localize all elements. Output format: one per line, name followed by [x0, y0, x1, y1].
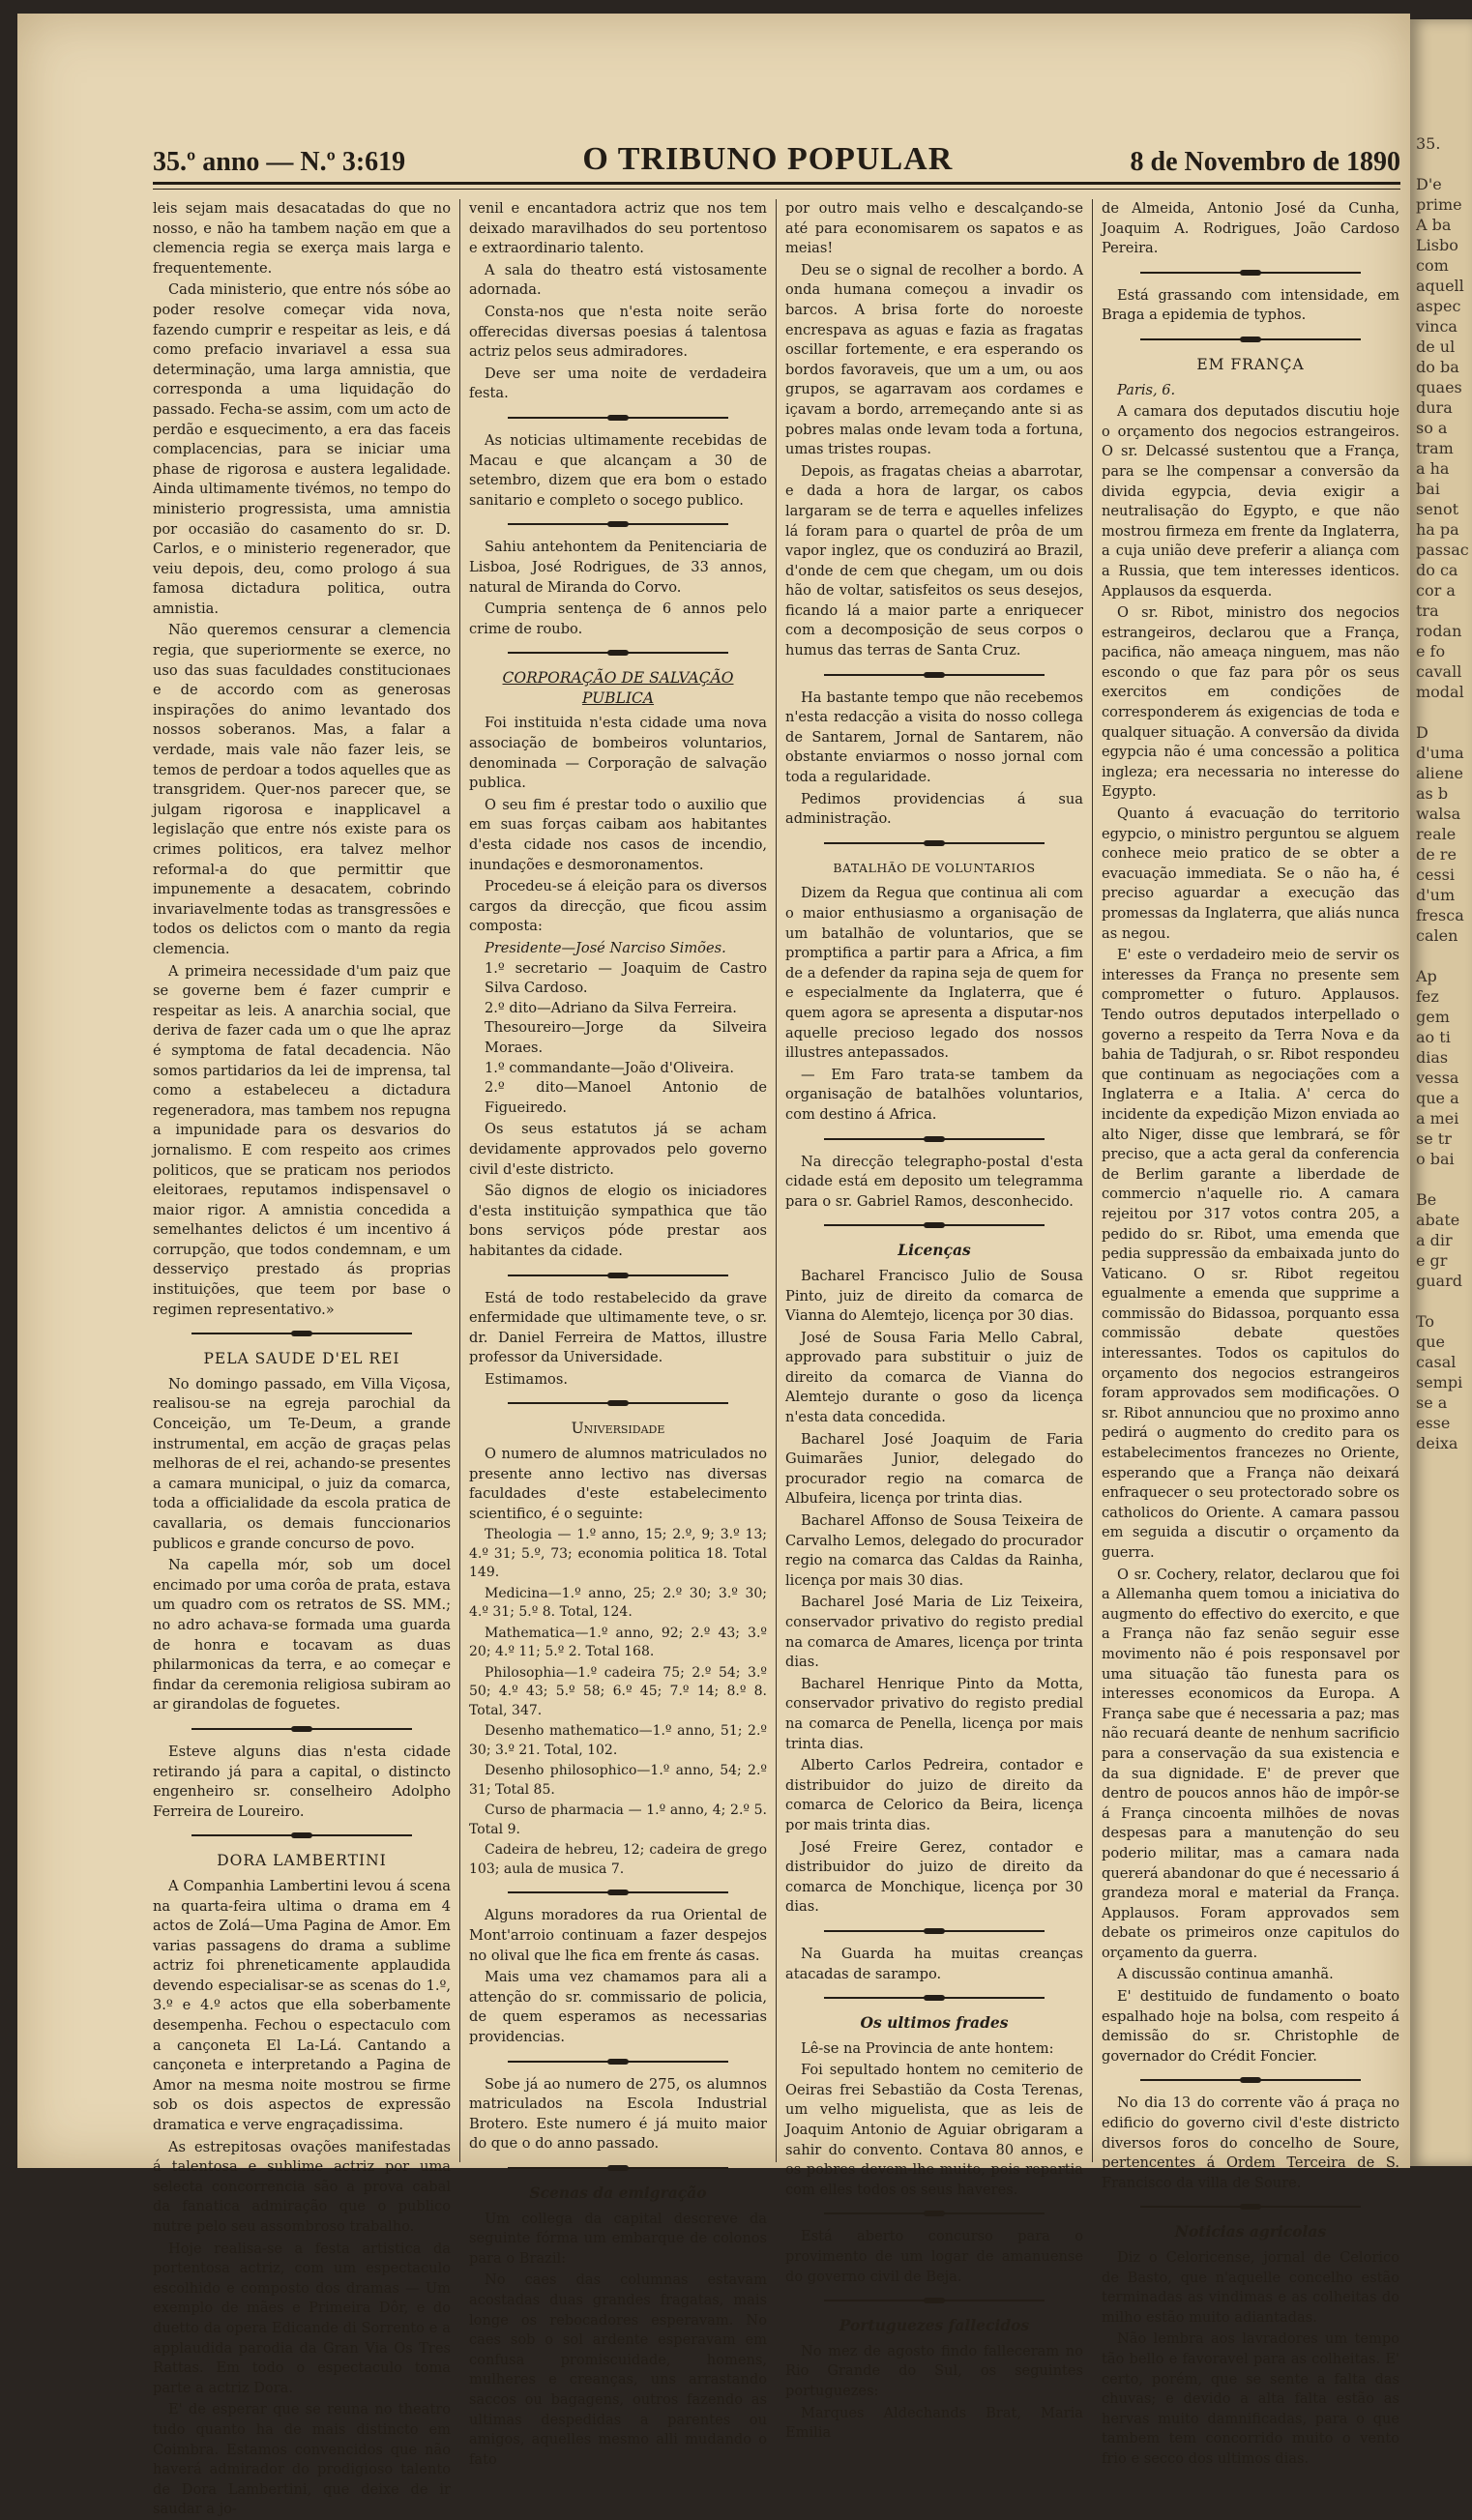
edge-fragment: [1410, 1474, 1472, 1494]
issue-date: 8 de Novembro de 1890: [1130, 147, 1400, 177]
edge-fragment: Be: [1416, 1190, 1437, 1209]
newspaper-title: O TRIBUNO POPULAR: [582, 141, 954, 177]
edge-fragment: reale: [1416, 825, 1457, 843]
section-heading: Os ultimos frades: [860, 2013, 1009, 2033]
article-paragraph: Está aberto concurso para o provimento de um logar de amanuense do governo civil de Beja.: [785, 2228, 1083, 2285]
article-paragraph: No mez de agosto findo falleceram no Rio Grande do Sul, os seguintes portuguezes:: [785, 2342, 1083, 2399]
article-paragraph: por outro mais velho e descalçando-se até para economisarem os sapatos e as meias!: [785, 200, 1083, 257]
separator: [824, 1992, 1045, 2004]
separator: [508, 1887, 728, 1898]
edge-fragment: abate: [1416, 1211, 1460, 1229]
article-paragraph: Marques Aldechands Brat, Maria Emilia: [785, 2404, 1083, 2442]
article-paragraph: Bacharel José Joaquim de Faria Guimarães Junior, delegado do procurador regio na comarca de Albufeira, licença por trinta dias.: [785, 1430, 1083, 1508]
adjacent-page-edge: [1410, 19, 1472, 2166]
edge-fragment: sempi: [1416, 1373, 1463, 1392]
article-paragraph: Na direcção telegrapho-postal d'esta cidade está em deposito um telegramma para o sr. Gabriel Ramos, desconhecido.: [785, 1153, 1083, 1210]
masthead-rule: [153, 182, 1400, 190]
article-paragraph: No dia 13 do corrente vão á praça no edificio do governo civil d'este districto diversos foros do concelho de Soure, pertencentes á Ordem Terceira de S. Francisco da villa de Soure.: [1102, 2095, 1399, 2191]
list-item: 1.º commandante—João d'Oliveira.: [485, 1059, 734, 1076]
edge-fragment: se tr: [1416, 1129, 1452, 1148]
section-heading: Licenças: [898, 1241, 971, 1260]
edge-fragment: To: [1416, 1312, 1435, 1331]
edge-fragment: ha pa: [1416, 520, 1459, 539]
edge-fragment: rodan: [1416, 622, 1462, 640]
enrolment-line: Medicina—1.º anno, 25; 2.º 30; 3.º 30; 4.º 31; 5.º 8. Total, 124.: [469, 1585, 767, 1621]
edge-fragment: que: [1416, 1333, 1446, 1351]
masthead: [153, 128, 1400, 178]
edge-fragment: [1410, 1453, 1472, 1474]
edge-fragment: gem: [1416, 1008, 1450, 1026]
list-item: Presidente—José Narciso Simões.: [485, 940, 726, 956]
edge-fragment: A ba: [1416, 216, 1452, 234]
edge-fragment: ao ti: [1416, 1028, 1451, 1046]
article-paragraph: Pedimos providencias á sua administração.: [785, 790, 1083, 828]
edge-fragment: cessi: [1416, 865, 1455, 884]
separator: [191, 1830, 412, 1841]
edge-fragment: a dir: [1416, 1231, 1453, 1249]
edge-fragment: a mei: [1416, 1109, 1459, 1128]
article-paragraph: Mais uma vez chamamos para ali a attenção do sr. commissario de policia, de quem esperamos as necessarias providencias.: [469, 1969, 767, 2045]
article-paragraph: Bacharel Affonso de Sousa Teixeira de Carvalho Lemos, delegado do procurador regio na comarca das Caldas da Rainha, licença por mais 30 dias.: [785, 1512, 1083, 1589]
separator: [508, 1270, 728, 1281]
article-paragraph: venil e encantadora actriz que nos tem deixado maravilhados do seu portentoso e extraordinario talento.: [469, 200, 767, 257]
edge-fragment: fresca: [1416, 906, 1464, 924]
edge-fragment: as b: [1416, 784, 1449, 803]
edge-fragment: guard: [1416, 1272, 1462, 1290]
article-paragraph: Bacharel José Maria de Liz Teixeira, conservador privativo do registo predial na comarca de Amares, licença por trinta dias.: [785, 1594, 1083, 1671]
article-paragraph: Deu se o signal de recolher a bordo. A onda humana começou a invadir os barcos. A brisa forte do noroeste encrespava as aguas e fazia as fragatas oscillar fortemente, e era esperando os bordos favoraveis, que um a um, ou aos grupos, se agarravam aos cordames e içavam a bordo, arremeçando ante si as pobres malas onde levam toda a fortuna, umas tristes roupas.: [785, 261, 1083, 458]
article-paragraph: Sahiu antehontem da Penitenciaria de Lisboa, José Rodrigues, de 33 annos, natural de Miranda do Corvo.: [469, 539, 767, 596]
edge-fragment: senot: [1416, 500, 1459, 518]
edge-fragment: cor a: [1416, 581, 1456, 600]
edge-fragment: [1410, 1169, 1472, 1189]
enrolment-line: Theologia — 1.º anno, 15; 2.º, 9; 3.º 13; 4.º 31; 5.º, 73; economia politica 18. Total 149.: [469, 1527, 767, 1581]
article-paragraph: Os seus estatutos já se acham devidamente approvados pelo governo civil d'este districto.: [469, 1121, 767, 1178]
list-item: 1.º secretario — Joaquim de Castro Silva Cardoso.: [485, 959, 767, 997]
edge-fragment: fez: [1416, 987, 1439, 1006]
edge-fragment: de re: [1416, 845, 1457, 864]
article-paragraph: Ha bastante tempo que não recebemos n'esta redacção a visita do nosso collega de Santarem, Jornal de Santarem, não obstante enviarmos o nosso jornal com toda a regularidade.: [785, 689, 1083, 786]
article-paragraph: A primeira necessidade d'um paiz que se governe bem é fazer cumprir e respeitar as leis. A anarchia social, que deriva de fazer cada um o que lhe apraz é symptoma de fatal decadencia. Não somos partidarios da lei de imprensa, tal como a estabeleceu a dictadura regeneradora, mas tambem nos repugna a impunidade para os desvarios do jornalismo. E com respeito aos crimes politicos, que se praticam nos periodos eleitoraes, reputamos indispensavel o maior rigor. A amnistia concedida a semelhantes delictos é um incentivo á corrupção, que todos condemnam, e um desserviço prestado ás proprias instituições, que teem por base o regimen representativo.»: [153, 962, 451, 1318]
edge-fragment: [1410, 702, 1472, 722]
section-heading: Noticias agricolas: [1174, 2222, 1327, 2242]
article-paragraph: E' destituido de fundamento o boato espalhado hoje na bolsa, com respeito á demissão do sr. Christophle de governador do Crédit Foncier.: [1102, 1988, 1399, 2065]
edge-fragment: o bai: [1416, 1150, 1455, 1168]
edge-fragment: se a: [1416, 1393, 1448, 1412]
edge-fragment: prime: [1416, 195, 1462, 214]
article-paragraph: — Em Faro trata-se tambem da organisação de batalhões voluntarios, com destino á Africa.: [785, 1066, 1083, 1123]
article-paragraph: Procedeu-se á eleição para os diversos cargos da direcção, que ficou assim composta:: [469, 878, 767, 935]
article-paragraph: No caes das columnas estavam acostadas duas grandes fragatas, mais longe os rebocadores esperavam. No caes sob o sol ardente esperavam em confusa promiscuidade, homens, mulheres e creanças, uns arrastando saccos ou bagagens, outros fazendo as ultimas despedidas a parentes ou amigos, aquelles mesmo alli mudando o fato: [469, 2271, 767, 2468]
section-heading: DORA LAMBERTINI: [217, 1852, 387, 1870]
article-paragraph: Diz o Celoricense, jornal de Celorico de Basto, que n'aquelle concelho estão terminadas as vindimas e as colheitas do milho estão muito adiantadas.: [1102, 2249, 1399, 2326]
article-paragraph: Alguns moradores da rua Oriental de Mont'arroio continuam a fazer despejos no olival que lhe fica em frente ás casas.: [469, 1907, 767, 1964]
column-divider: [1092, 199, 1093, 2162]
edge-fragment: de ul: [1416, 337, 1456, 356]
edge-fragment: D'e: [1416, 175, 1442, 193]
article-paragraph: Bacharel Francisco Julio de Sousa Pinto, juiz de direito da comarca de Vianna do Alemtejo, licença por 30 dias.: [785, 1267, 1083, 1325]
edge-fragment: [1410, 154, 1472, 174]
separator: [824, 837, 1045, 849]
edge-fragment: deixa: [1416, 1434, 1458, 1452]
article-paragraph: Quanto á evacuação do territorio egypcio, o ministro perguntou se alguem conhece meio pratico de se obter a evacuação immediata. Se o não ha, é preciso aguardar a execução das promessas da Inglaterra, que aliás nunca as negou.: [1102, 806, 1399, 942]
edge-fragment: que a: [1416, 1089, 1459, 1107]
separator: [824, 669, 1045, 681]
list-item: 2.º dito—Adriano da Silva Ferreira.: [485, 999, 737, 1016]
article-paragraph: Não queremos censurar a clemencia regia, que superiormente se exerce, no uso das suas faculdades constitucionaes e de accordo com as generosas inspirações do animo levantado dos nossos soberanos. Mas, a falar a verdade, mais vale não fazer leis, se temos de perdoar a todos aquelles que as transgridem. Quer-nos parecer que, se julgam rigorosa e inapplicavel a legislação que entre nós existe para os crimes politicos, era talvez melhor reformal-a do que permittir que impunemente a desacatem, cobrindo invariavelmente todas as transgressões e todos os delictos com o manto da regia clemencia.: [153, 622, 451, 957]
article-paragraph: Sobe já ao numero de 275, os alumnos matriculados na Escola Industrial Brotero. Este numero é já muito maior do que o do anno passado.: [469, 2075, 767, 2153]
edge-fragment: bai: [1416, 480, 1440, 498]
separator: [508, 412, 728, 424]
section-heading: Universidade: [571, 1420, 665, 1438]
article-paragraph: O numero de alumnos matriculados no presente anno lectivo nas diversas faculdades d'este estabelecimento scientifico, é o seguinte:: [469, 1446, 767, 1522]
edge-fragment: do ba: [1416, 358, 1459, 376]
separator: [1140, 2074, 1361, 2086]
edge-fragment: e gr: [1416, 1251, 1448, 1270]
issue-number: 35.º anno — N.º 3:619: [153, 147, 406, 177]
edge-fragment: tram: [1416, 439, 1454, 457]
enrolment-line: Mathematica—1.º anno, 92; 2.º 43; 3.º 20; 4.º 11; 5.º 2. Total 168.: [469, 1625, 767, 1660]
separator: [824, 1925, 1045, 1937]
article-paragraph: Um collega da capital descreve da seguinte fórma um embarque de colonos para o Brazil:: [469, 2210, 767, 2267]
dateline: Paris, 6.: [1117, 381, 1176, 398]
column-divider: [459, 199, 460, 2162]
edge-fragment: a ha: [1416, 459, 1450, 478]
article-paragraph: As noticias ultimamente recebidas de Macau e que alcançam a 30 de setembro, dizem que era bom o estado sanitario e completo o socego publico.: [469, 431, 767, 509]
section-heading: Scenas da emigração: [529, 2183, 707, 2202]
article-paragraph: O sr. Cochery, relator, declarou que foi a Allemanha quem tomou a iniciativa do augmento do effectivo do exercito, e que a França não faz senão seguir esse movimento não é pois responsavel por uma situação tão funesta para os interesses economicos da Europa. A França sabe que é necessaria a paz; mas não recuará deante de nenhum sacrificio para a conservação da sua existencia e da sua dignidade. E' de prever que dentro de poucos annos hão de impôr-se á França cincoenta milhões de novas despesas para a manutenção do seu poderio militar, mas a camara nada quererá abandonar do que é necessario á grandeza moral e material da França. Applausos. Foram approvados sem debate os primeiros onze capitulos do orçamento da guerra.: [1102, 1566, 1399, 1961]
article-paragraph: Hoje realisa-se a festa artistica da portentosa actriz, com um espectaculo escolhido e composto dos dramas — Um exemplo de mães e Primeira Dôr, e do duetto da opera Edicande di Sorrento e a applaudida parodia da Gran Via Os Tres Rattas. Em todo o espectaculo toma parte a actriz Dora.: [153, 2240, 451, 2396]
article-paragraph: A Companhia Lambertini levou á scena na quarta-feira ultima o drama em 4 actos de Zolá—Uma Pagina de Amor. Em varias passagens do drama a sublime actriz foi phreneticamente applaudida devendo especialisar-se as scenas do 1.º, 3.º e 4.º actos que ella soberbamente desempenha. Fechou o espectaculo com a cançoneta El La-Lá. Cantando a cançoneta e interpretando a Pagina de Amor na mesma noite mostrou se firme sob os dois aspectos de expressão dramatica e verve engraçadissima.: [153, 1877, 451, 2134]
article-paragraph: Está grassando com intensidade, em Braga a epidemia de typhos.: [1102, 286, 1399, 324]
article-paragraph: Na capella mór, sob um docel encimado por uma corôa de prata, estava um quadro com os retratos de SS. MM.; no adro achava-se formada uma guarda de honra e tocavam as duas philarmonicas da terra, e ao começar e findar da ceremonia religiosa subiram ao ar girandolas de foguetes.: [153, 1557, 451, 1714]
article-paragraph: Consta-nos que n'esta noite serão offerecidas diversas poesias á talentosa actriz pelos seus admiradores.: [469, 303, 767, 361]
article-paragraph: Dizem da Regua que continua ali com o maior enthusiasmo a organisação de um batalhão de voluntarios, que se promptifica a partir para a Africa, a fim de a defender da rapina seja de quem for e especialmente da Inglaterra, que é quem agora se apresenta a disputar-nos aquelle precioso legado dos nossos illustres antepassados.: [785, 885, 1083, 1062]
list-item: Thesoureiro—Jorge da Silveira Moraes.: [485, 1019, 767, 1056]
section-heading: BATALHÃO DE VOLUNTARIOS: [833, 860, 1036, 875]
article-paragraph: leis sejam mais desacatadas do que no nosso, e não ha tambem nação em que a clemencia regia se exerça mais larga e frequentemente.: [153, 200, 451, 277]
enrolment-line: Cadeira de hebreu, 12; cadeira de grego 103; aula de musica 7.: [469, 1842, 767, 1877]
article-paragraph: O seu fim é prestar todo o auxilio que em suas forças caibam aos habitantes d'esta cidade nos casos de incendio, inundações e desmoronamentos.: [469, 796, 767, 873]
section-heading: CORPORAÇÃO DE SALVAÇÃO PUBLICA: [502, 669, 734, 707]
article-paragraph: Foi sepultado hontem no cemiterio de Oeiras frei Sebastião da Costa Terenas, um velho miguelista, que as leis de Joaquim Antonio de Aguiar obrigaram a sahir do convento. Contava 80 annos, e os pobres devem-lhe muito, pois repartia com elles todos os seus haveres.: [785, 2062, 1083, 2198]
separator: [824, 2208, 1045, 2219]
edge-fragment: dura: [1416, 398, 1453, 417]
separator: [508, 1397, 728, 1409]
board-list: [469, 939, 767, 1118]
article-paragraph: Não lembra aos lavradores um tempo tão bello e favoravel para as colheitas. E' certo, porém, que se sente a falta das chuvas; e devido a alta falta estão as hervas muito damnificadas, para o que tambem tem concorrido muito o vento frio e secco dos ultimos dias.: [1102, 2330, 1399, 2467]
enrolment-line: Philosophia—1.º cadeira 75; 2.º 54; 3.º 50; 4.º 43; 5.º 58; 6.º 45; 7.º 14; 8.º 8. Total, 347.: [469, 1664, 767, 1718]
column-4: [1102, 199, 1399, 2467]
article-paragraph: Alberto Carlos Pedreira, contador e distribuidor do juizo de direito da comarca de Celorico da Beira, licença por mais trinta dias.: [785, 1757, 1083, 1833]
edge-fragment: e fo: [1416, 642, 1446, 660]
edge-fragment: casal: [1416, 1353, 1457, 1371]
article-paragraph: O sr. Ribot, ministro dos negocios estrangeiros, declarou que a França, pacifica, não ameaça ninguem, mas não escondo o que faz para pôr os seus exercitos em condições de corresponderem ás exigencias de toda e qualquer situação. A conversão da divida egypcia não é uma concessão a politica ingleza; era necessaria no interesse do Egypto.: [1102, 604, 1399, 801]
edge-fragment: quaes: [1416, 378, 1462, 396]
list-item: 2.º dito—Manoel Antonio de Figueiredo.: [485, 1079, 767, 1116]
section-heading: Portuguezes fallecidos: [839, 2316, 1030, 2335]
edge-fragment: Lisbo: [1416, 236, 1458, 254]
edge-fragment: aspec: [1416, 297, 1461, 315]
article-paragraph: José Freire Gerez, contador e distribuidor do juizo de direito da comarca de Monchique, licença por 30 dias.: [785, 1838, 1083, 1916]
edge-fragment: walsa: [1416, 805, 1461, 823]
edge-fragment: vinca: [1416, 317, 1457, 336]
article-paragraph: Bacharel Henrique Pinto da Motta, conservador privativo do registo predial na comarca de Penella, licença por mais trinta dias.: [785, 1675, 1083, 1752]
newspaper-page: [17, 14, 1410, 2518]
separator: [824, 1133, 1045, 1145]
article-paragraph: Lê-se na Provincia de ante hontem:: [801, 2039, 1054, 2057]
separator: [1140, 2201, 1361, 2212]
edge-fragment: vessa: [1416, 1069, 1459, 1087]
article-paragraph: Na Guarda ha muitas creanças atacadas de sarampo.: [785, 1945, 1083, 1982]
edge-fragment: [1410, 1291, 1472, 1311]
columns: [153, 199, 1400, 2518]
edge-fragment: d'um: [1416, 886, 1456, 904]
article-paragraph: São dignos de elogio os iniciadores d'esta instituição sympathica que tão bons serviços póde prestar aos habitantes da cidade.: [469, 1183, 767, 1259]
separator: [824, 2295, 1045, 2306]
edge-fragment: [1410, 946, 1472, 966]
edge-fragment: cavall: [1416, 662, 1462, 681]
article-paragraph: Está de todo restabelecido da grave enfermidade que ultimamente teve, o sr. dr. Daniel Ferreira de Mattos, illustre professor da Universidade.: [469, 1289, 767, 1366]
edge-fragment: Ap: [1416, 967, 1437, 985]
adjacent-page-text: [1410, 19, 1472, 1494]
separator: [1140, 267, 1361, 278]
column-divider: [776, 199, 777, 2162]
edge-fragment: aliene: [1416, 764, 1464, 782]
edge-fragment: modal: [1416, 683, 1464, 701]
article-paragraph: Cada ministerio, que entre nós sóbe ao poder resolve começar vida nova, fazendo cumprir e respeitar as leis, e dá como prefacio invariavel a essa sua determinação, uma larga amnistia, que corresponda a uma liquidação do passado. Fecha-se assim, com um acto de perdão e esquecimento, a era das faceis complacencias, para se iniciar uma phase de rigorosa e austera legalidade. Ainda ultimamente tivémos, no tempo do ministerio progressista, uma amnistia por occasião do casamento do sr. D. Carlos, e o ministerio regenerador, que veiu depois, deu, como prologo á sua famosa dictadura politica, outra amnistia.: [153, 281, 451, 617]
edge-fragment: esse: [1416, 1414, 1451, 1432]
edge-fragment: com: [1416, 256, 1449, 275]
article-paragraph: A discussão continua amanhã.: [1117, 1966, 1334, 1983]
article-paragraph: A camara dos deputados discutiu hoje o orçamento dos negocios estrangeiros. O sr. Delcassé sustentou que a França, para se lhe compensar a conversão da divida egypcia, devia exigir a neutralisação do Egypto, e que não mostrou firmeza em frente da Inglaterra, a cuja união deve preferir a aliança com a Russia, que tem interesses identicos. Applausos da esquerda.: [1102, 403, 1399, 600]
separator: [508, 2162, 728, 2174]
edge-fragment: do ca: [1416, 561, 1458, 579]
enrolment-line: Curso de pharmacia — 1.º anno, 4; 2.º 5. Total 9.: [469, 1802, 767, 1837]
edge-fragment: 35.: [1416, 134, 1441, 153]
section-heading: EM FRANÇA: [1196, 355, 1305, 373]
article-paragraph: Deve ser uma noite de verdadeira festa.: [469, 365, 767, 402]
article-paragraph: As estrepitosas ovações manifestadas á talentosa e sublime actriz por uma selecta concorrencia são a prova cabal da fanatica admiração que o publico nutre pelo seu assombroso trabalho.: [153, 2138, 451, 2235]
section-heading: PELA SAUDE D'EL REI: [203, 1350, 400, 1368]
article-paragraph: José de Sousa Faria Mello Cabral, approvado para substituir o juiz de direito da comarca de Vianna do Alemtejo durante o goso da licença n'esta data concedida.: [785, 1329, 1083, 1426]
separator: [508, 647, 728, 659]
edge-fragment: D: [1416, 723, 1428, 742]
separator: [508, 518, 728, 530]
article-paragraph: E' este o verdadeiro meio de servir os interesses da França no presente sem comprometter o futuro. Applausos. Tendo outros deputados interpellado o governo a respeito da Terra Nova e da bahia de Tadjurah, o sr. Ribot respondeu que continuam as negociações com a Inglaterra e a Italia. A' cerca do incidente da expedição Mizon enviada ao alto Niger, disse que lembrará, se fôr preciso, que a acta geral da conferencia de Berlim garante a liberdade de commercio n'aquelle rio. A camara rejeitou por 317 votos contra 205, a pedido do sr. Ribot, uma emenda que pedia suppressão da embaixada junto do Vaticano. O sr. Ribot regeitou egualmente a emenda que supprime a commissão do Bidassoa, porquanto essa commissão debate questões interessantes. Todos os capitulos do orçamento dos negocios estrangeiros foram approvados sem modificações. O sr. Ribot annunciou que no proximo anno pedirá o augmento do credito para os estabelecimentos francezes no Oriente, esperando que a França não deixará enfraquecer o seu protectorado sobre os catholicos do Oriente. A camara passou em seguida a discutir o orçamento da guerra.: [1102, 947, 1399, 1561]
separator: [1140, 334, 1361, 345]
separator: [191, 1328, 412, 1339]
article-paragraph: Estimamos.: [485, 1370, 568, 1388]
edge-fragment: so a: [1416, 419, 1448, 437]
edge-fragment: calen: [1416, 926, 1458, 945]
edge-fragment: dias: [1416, 1048, 1449, 1067]
article-paragraph: A sala do theatro está vistosamente adornada.: [469, 261, 767, 299]
article-paragraph: Esteve alguns dias n'esta cidade retirando já para a capital, o distincto engenheiro sr. conselheiro Adolpho Ferreira de Loureiro.: [153, 1743, 451, 1820]
column-3: [785, 199, 1083, 2442]
article-paragraph: Foi instituida n'esta cidade uma nova associação de bombeiros voluntarios, denominada — Corporação de salvação publica.: [469, 715, 767, 792]
separator: [824, 1219, 1045, 1231]
article-paragraph: No domingo passado, em Villa Viçosa, realisou-se na egreja parochial da Conceição, um Te-Deum, a grande instrumental, em acção de graças pelas melhoras de el rei, achando-se presentes a camara municipal, o juiz da comarca, toda a officialidade da escola pratica de cavallaria, os demais funccionarios publicos e grande concurso de povo.: [153, 1375, 451, 1552]
column-2: [469, 199, 767, 2468]
column-1: [153, 199, 451, 2518]
separator: [508, 2056, 728, 2067]
edge-fragment: d'uma: [1416, 744, 1464, 762]
article-paragraph: de Almeida, Antonio José da Cunha, Joaquim A. Rodrigues, João Cardoso Pereira.: [1102, 200, 1399, 257]
edge-fragment: aquell: [1416, 277, 1464, 295]
edge-fragment: tra: [1416, 601, 1439, 620]
enrolment-line: Desenho mathematico—1.º anno, 51; 2.º 30; 3.º 21. Total, 102.: [469, 1723, 767, 1758]
article-paragraph: Cumpria sentença de 6 annos pelo crime de roubo.: [469, 601, 767, 637]
article-paragraph: Depois, as fragatas cheias a abarrotar, e dada a hora de largar, os cabos largaram se de terra e aquelles infelizes lá foram para o quartel de prôa de um vapor inglez, que os conduzirá ao Brazil, d'onde de cem que chegam, um ou dois hão de voltar, satisfeitos os seus desejos, ficando lá a maior parte a enriquecer com a decomposição de seus corpos o humus das terras de Santa Cruz.: [785, 462, 1083, 659]
article-paragraph: E' de esperar que se reuna no theatro tudo quanto ha de mais distincto em Coimbra. Estamos convencidos que não haverá admirador do prodigioso talento de Dora Lambertini, que deixe de ir saudar a jo-: [153, 2401, 451, 2518]
enrolment-line: Desenho philosophico—1.º anno, 54; 2.º 31; Total 85.: [469, 1763, 767, 1798]
edge-fragment: passac: [1416, 541, 1469, 559]
separator: [191, 1723, 412, 1735]
